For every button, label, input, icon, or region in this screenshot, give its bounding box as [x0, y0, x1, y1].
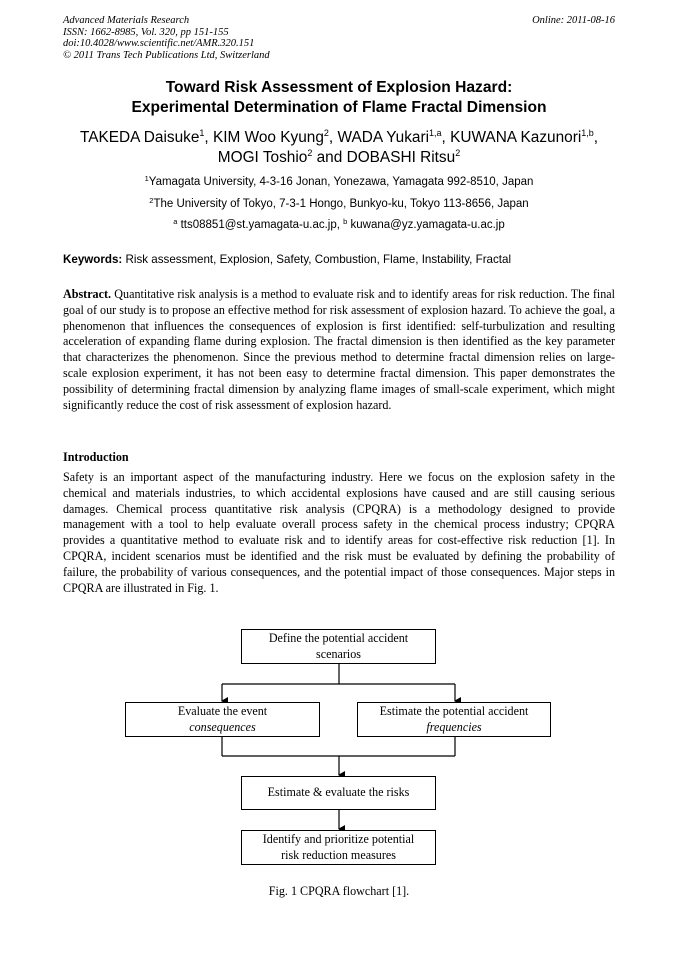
author-name: MOGI Toshio: [217, 149, 308, 166]
affiliation-sup: 1: [144, 174, 149, 183]
journal-issn: ISSN: 1662-8985, Vol. 320, pp 151-155: [63, 26, 229, 38]
author-line-1: TAKEDA Daisuke$^1$, KIM Woo Kyung$^2$, WADA Yukari$^{1,a}$, KUWANA Kazunori$^{1,b}$,: [79, 128, 599, 146]
email-sup: a: [173, 217, 178, 226]
box-line-italic: frequencies: [426, 719, 482, 734]
author-conjunction: and: [316, 149, 343, 166]
flowchart-box-define-scenarios: [241, 629, 436, 664]
online-date: Online: 2011-08-16: [532, 15, 615, 26]
author-name: KUWANA Kazunori: [450, 129, 582, 146]
box-line-italic: consequences: [189, 719, 256, 734]
journal-doi: doi:10.4028/www.scientific.net/AMR.320.151: [63, 38, 255, 49]
box-line: Estimate & evaluate the risks: [267, 785, 410, 800]
box-line: scenarios: [316, 646, 361, 661]
author-name: KIM Woo Kyung: [212, 129, 324, 146]
affiliation-text: Yamagata University, 4-3-16 Jonan, Yonezawa, Yamagata 992-8510, Japan: [148, 176, 534, 188]
title-line-2: Experimental Determination of Flame Fractal Dimension: [131, 99, 547, 116]
affiliation-sup: 2: [149, 196, 154, 205]
author-affil-sup: 2: [323, 128, 329, 138]
author-name: DOBASHI Ritsu: [346, 149, 456, 166]
author-affil-sup: 2: [307, 148, 313, 158]
keywords-label: Keywords:: [63, 253, 123, 266]
author-affil-sup: 1,a: [429, 128, 442, 138]
flowchart-box-estimate-risks: [241, 776, 436, 810]
abstract-text: Quantitative risk analysis is a method to evaluate risk and to identify areas for risk reduction. The final goal of our study is to propose an effective method for risk assessment of explosion hazard. To achieve the goal, a phenomenon that influences the consequences of explosion is first identified: self-turbulization and resulting acceleration of expanding flame during explosion. The fractal dimension is then identified as the key parameter that characterizes the phenomenon. Since the previous method to determine fractal dimension relies on large-scale explosion experiment, it has not been easy to determine fractal dimension. This paper demonstrates the possibility of determining fractal dimension by analyzing flame images of small-scale experiment, which might significantly reduce the cost of risk assessment of explosion hazard.: [63, 287, 616, 412]
figure-caption: Fig. 1 CPQRA flowchart [1].: [268, 884, 410, 898]
keywords-text: Risk assessment, Explosion, Safety, Combustion, Flame, Instability, Fractal: [125, 253, 512, 266]
email-link[interactable]: kuwana@yz.yamagata-u.ac.jp: [350, 219, 505, 231]
author-affil-sup: 2: [455, 148, 461, 158]
author-name: WADA Yukari: [337, 129, 430, 146]
title-line-1: Toward Risk Assessment of Explosion Hazard:: [165, 79, 513, 96]
introduction-paragraph: Safety is an important aspect of the manufacturing industry. Here we focus on the explosion safety in the chemical and materials industries, to which accidental explosions have caused and are still causing serious damages. Chemical process quantitative risk analysis (CPQRA) is a methodology designed to provide management with a tool to help evaluate overall process safety in the chemical process industry; CPQRA provides a quantitative method to evaluate risk and to identify areas for cost-effective risk reduction [1]. In CPQRA, incident scenarios must be identified and the risk must be evaluated by defining the probability of failure, the probability of various consequences, and the potential impact of those consequences. Major steps in CPQRA are illustrated in Fig. 1.: [63, 470, 615, 595]
section-heading-introduction: Introduction: [63, 450, 129, 464]
box-line: Estimate the potential accident: [379, 704, 529, 718]
author-name: TAKEDA Daisuke: [79, 129, 200, 146]
journal-name: Advanced Materials Research: [63, 15, 190, 26]
author-affil-sup: 1,b: [581, 128, 594, 138]
email-link[interactable]: tts08851@st.yamagata-u.ac.jp,: [180, 219, 340, 231]
affiliation-text: The University of Tokyo, 7-3-1 Hongo, Bunkyo-ku, Tokyo 113-8656, Japan: [153, 198, 529, 210]
flowchart-box-evaluate-consequences: [125, 702, 320, 737]
box-line: Define the potential accident: [268, 631, 409, 645]
abstract-label: Abstract.: [63, 287, 112, 301]
journal-copyright: © 2011 Trans Tech Publications Ltd, Switzerland: [63, 49, 270, 61]
box-line: Identify and prioritize potential: [262, 832, 415, 846]
flowchart-box-risk-reduction: [241, 830, 436, 865]
author-affil-sup: 1: [199, 128, 205, 138]
box-line: Evaluate the event: [177, 704, 268, 718]
flowchart-box-estimate-frequencies: [357, 702, 551, 737]
box-line: risk reduction measures: [281, 847, 396, 862]
email-sup: b: [343, 217, 348, 226]
